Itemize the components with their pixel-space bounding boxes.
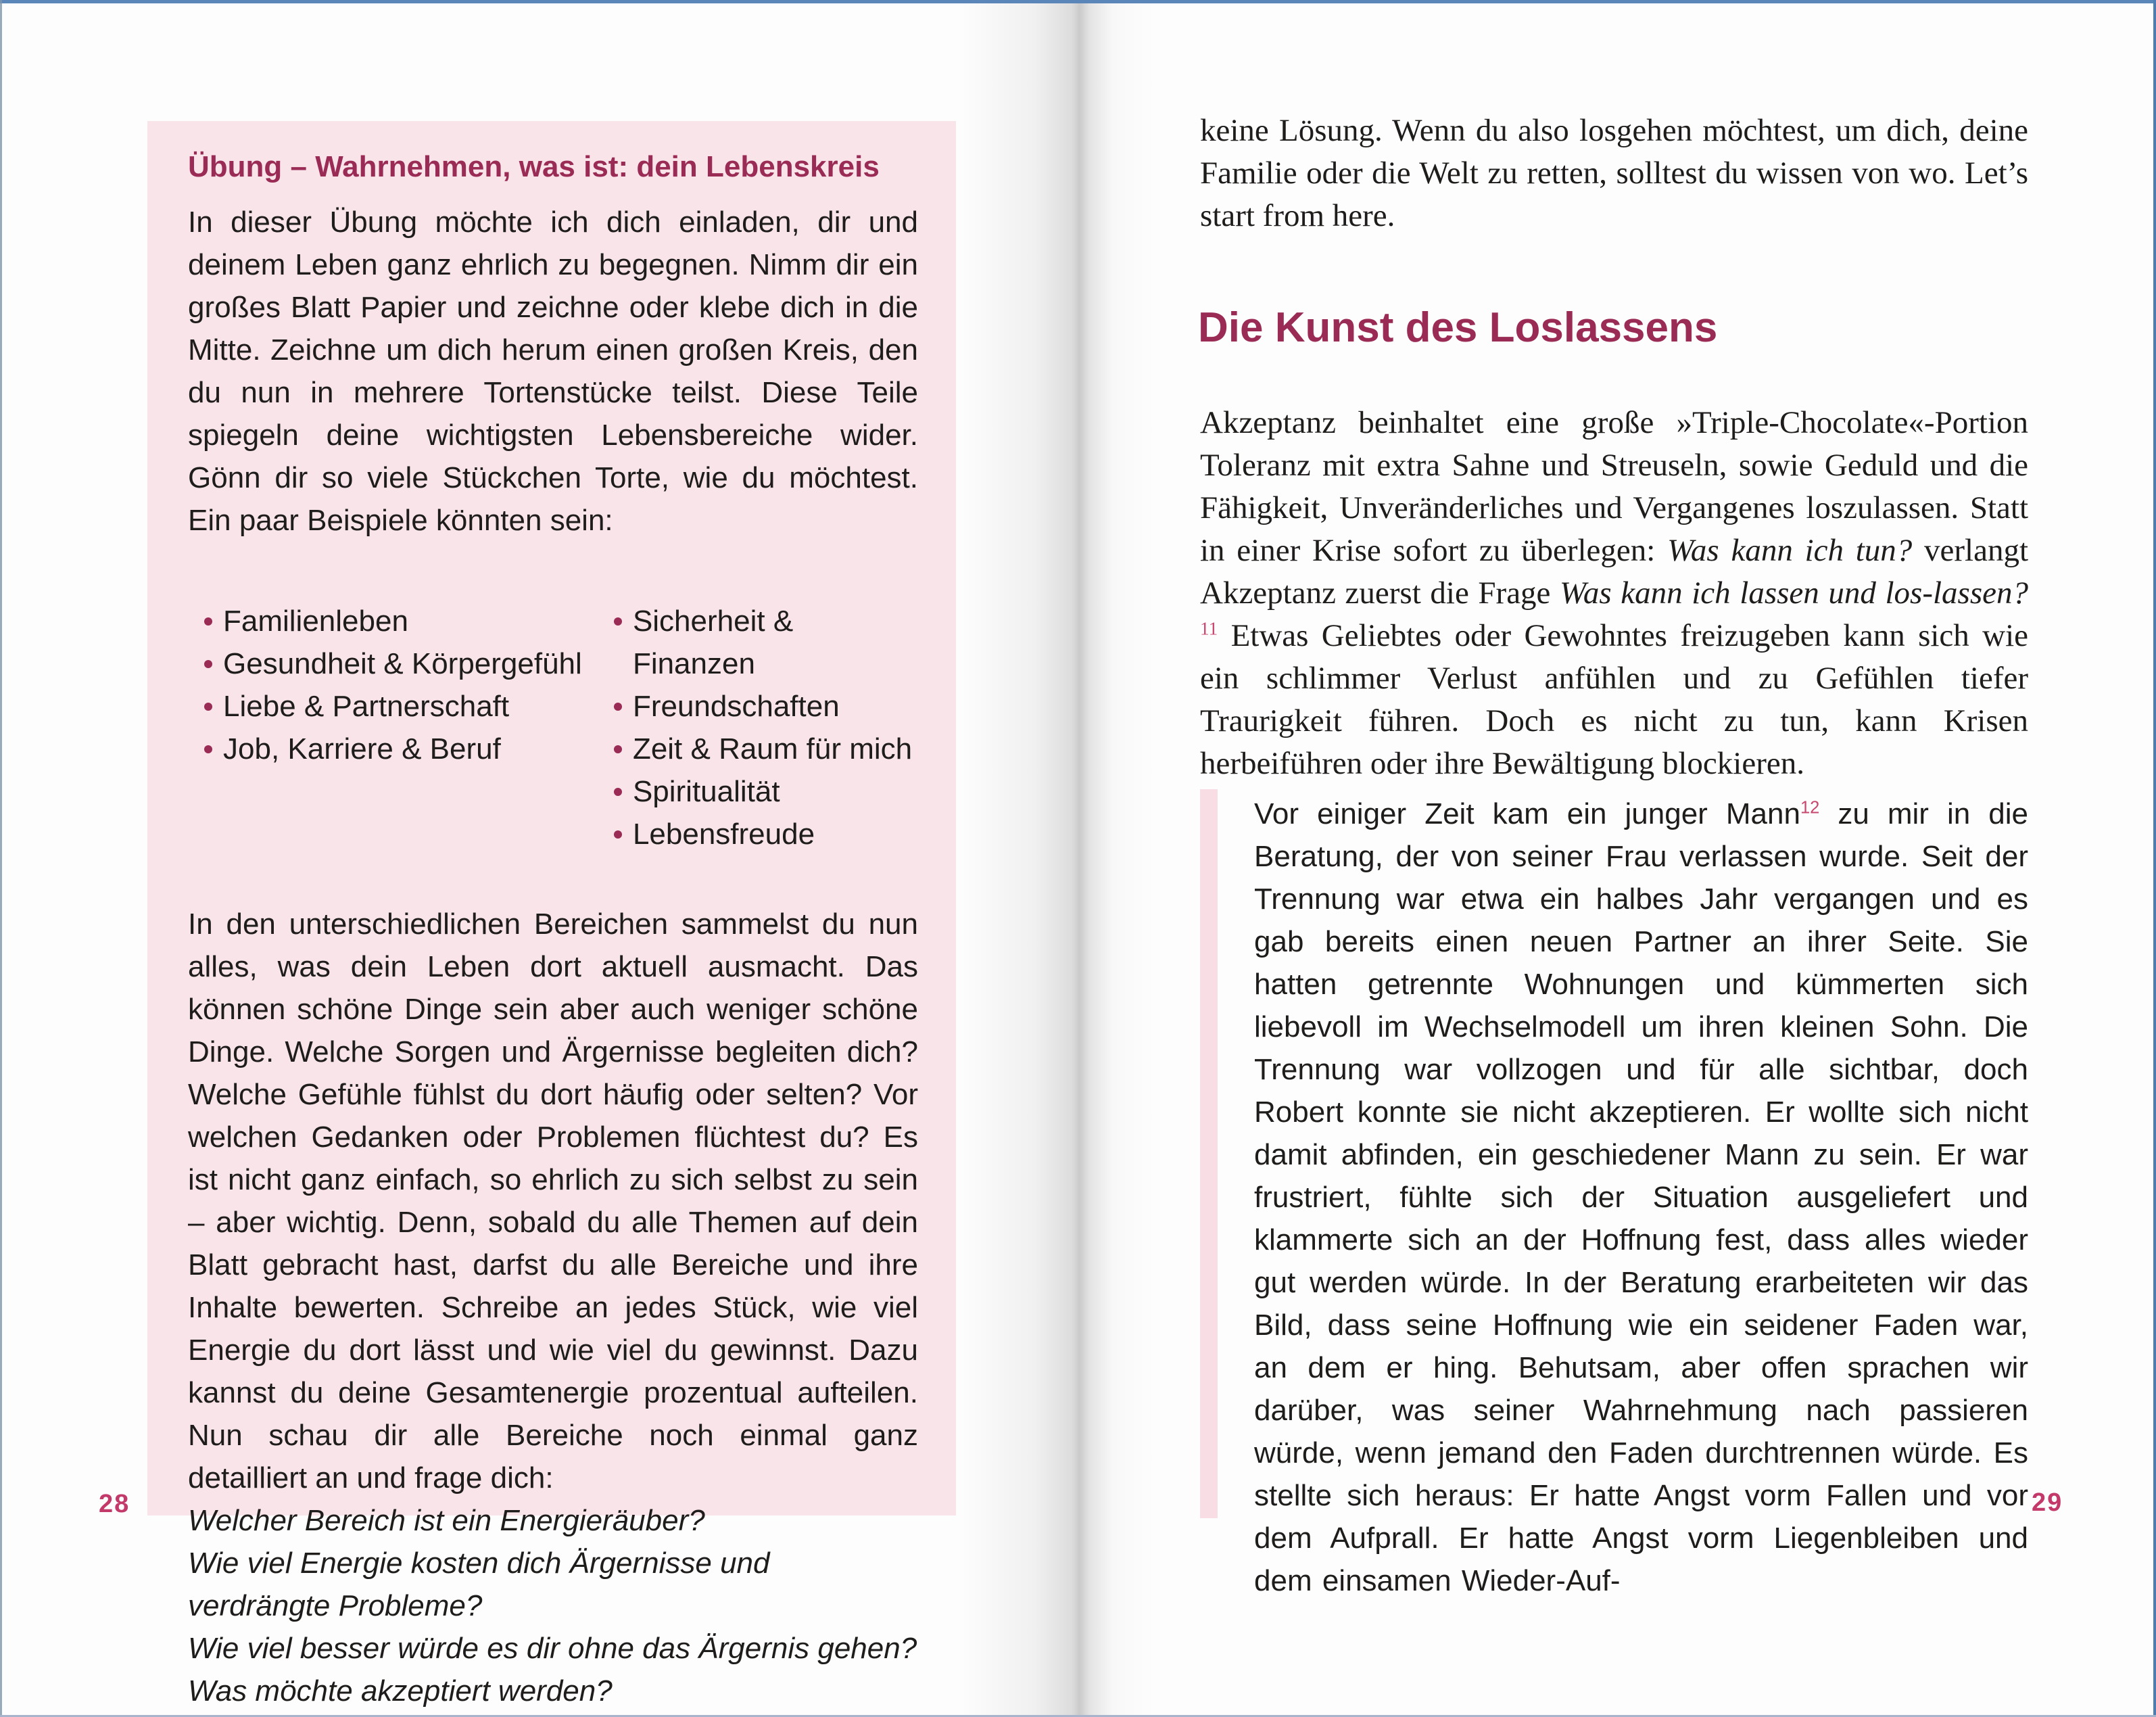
life-areas-bullet-list: [188, 600, 918, 855]
text-segment: Was kann ich lassen und los-lassen?: [1560, 575, 2028, 611]
list-item: Welcher Bereich ist ein Energieräuber?: [188, 1504, 705, 1537]
list-item: Wie viel besser würde es dir ohne das Ärgernis gehen?: [188, 1632, 917, 1665]
exercise-intro-paragraph: In dieser Übung möchte ich dich einladen, dir und deinem Leben ganz ehrlich zu begegnen. Nimm dir ein großes Blatt Papier und zeichne oder klebe dich in die Mitte. Zeichne um dich herum einen großen Kreis, den du nun in mehrere Tortenstücke teilst. Diese Teile spiegeln deine wichtigsten Lebensbereiche wider. Gönn dir so viele Stückchen Torte, wie du möchtest. Ein paar Beispiele könnten sein:: [188, 206, 918, 537]
text-segment: verlangt Akzeptanz zuerst die Frage: [1200, 533, 2029, 611]
page-number-left: 28: [99, 1490, 130, 1518]
footnote-marker: 12: [1800, 798, 1820, 818]
case-story-paragraph: [1254, 793, 2028, 1602]
list-item: Lebensfreude: [613, 813, 918, 855]
text-segment: Vor einiger Zeit kam ein junger Mann: [1254, 797, 1800, 830]
list-item: Job, Karriere & Beruf: [203, 728, 583, 770]
list-item: Wie viel Energie kosten dich Ärgernisse und verdrängte Probleme?: [188, 1547, 770, 1622]
list-item: Spiritualität: [613, 770, 918, 813]
list-item: Freundschaften: [613, 685, 918, 728]
exercise-box: [147, 121, 956, 1708]
text-segment: Akzeptanz beinhaltet eine große »Triple-Chocolate«-Portion Toleranz mit extra Sahne und Streuseln, sowie Geduld und die Fähigkeit, Unveränderliches und Vergangenes loszulassen. Statt in einer Krise sofort zu überlegen:: [1200, 405, 2028, 568]
text-segment: Etwas Geliebtes oder Gewohntes freizugeben kann sich wie ein schlimmer Verlust anfühlen und zu Gefühlen tiefer Traurigkeit führen. Doch es nicht zu tun, kann Krisen herbeiführen oder ihre Bewältigung blockieren.: [1200, 618, 2028, 781]
scan-border-right: [2153, 0, 2156, 1717]
list-item: Sicherheit & Finanzen: [613, 600, 918, 685]
bullet-column-2: [598, 600, 918, 855]
exercise-body-paragraph: In den unterschiedlichen Bereichen sammelst du nun alles, was dein Leben dort aktuell ausmacht. Das können schöne Dinge sein aber auch weniger schöne Dinge. Welche Sorgen und Ärgernisse begleiten dich? Welche Gefühle fühlst du dort häufig oder selten? Vor welchen Gedanken oder Problemen flüchtest du? Es ist nicht ganz einfach, so ehrlich zu sich selbst zu sein – aber wichtig. Denn, sobald du alle Themen auf dein Blatt gebracht hast, darfst du alle Bereiche und ihre Inhalte bewerten. Schreibe an jedes Stück, wie viel Energie du dort lässt und wie viel du gewinnst. Dazu kannst du deine Gesamtenergie prozentual aufteilen. Nun schau dir alle Bereiche noch einmal ganz detailliert an und frage dich:: [188, 908, 918, 1495]
list-item: Liebe & Partnerschaft: [203, 685, 583, 728]
case-story-accent-bar: [1200, 789, 1218, 1518]
footnote-marker: 11: [1200, 618, 1218, 639]
list-item: Familienleben: [203, 600, 583, 642]
list-item: Zeit & Raum für mich: [613, 728, 918, 770]
page-number-right: 29: [2032, 1488, 2063, 1517]
list-item: Was möchte akzeptiert werden?: [188, 1674, 613, 1708]
book-spine-shadow: [960, 3, 1156, 1715]
text-segment: Was kann ich tun?: [1667, 533, 1913, 568]
bullet-column-1: [188, 600, 583, 855]
reflection-questions: [188, 1499, 918, 1712]
carryover-paragraph: keine Lösung. Wenn du also losgehen möchtest, um dich, deine Familie oder die Welt zu retten, solltest du wissen von wo. Let’s start from here.: [1200, 113, 2028, 233]
text-segment: zu mir in die Beratung, der von seiner Frau verlassen wurde. Seit der Trennung war etwa ein halbes Jahr vergangen und es gab bereits einen neuen Partner an ihrer Seite. Sie hatten getrennte Wohnungen und kümmerten sich liebevoll im Wechselmodell um ihren kleinen Sohn. Die Trennung war vollzogen und für alle sichtbar, doch Robert konnte sie nicht akzeptieren. Er wollte sich nicht damit abfinden, ein geschiedener Mann zu sein. Er war frustriert, fühlte sich der Situation ausgeliefert und klammerte sich an der Hoffnung fest, dass alles wieder gut werden würde. In der Beratung erarbeiteten wir das Bild, dass seine Hoffnung wie ein seidener Faden war, an dem er hing. Behutsam, aber offen sprachen wir darüber, was seiner Wahrnehmung nach passieren würde, wenn jemand den Faden durchtrennen würde. Es stellte sich heraus: Er hatte Angst vorm Fallen und vor dem Aufprall. Er hatte Angst vorm Liegenbleiben und dem einsamen Wieder-Auf-: [1254, 797, 2028, 1597]
list-item: Gesundheit & Körpergefühl: [203, 642, 583, 685]
chapter-heading: Die Kunst des Loslassens: [1198, 304, 1718, 351]
scan-border-left: [0, 0, 2, 1717]
exercise-box-title: Übung – Wahrnehmen, was ist: dein Lebenskreis: [188, 150, 880, 183]
acceptance-paragraph: [1200, 402, 2028, 785]
